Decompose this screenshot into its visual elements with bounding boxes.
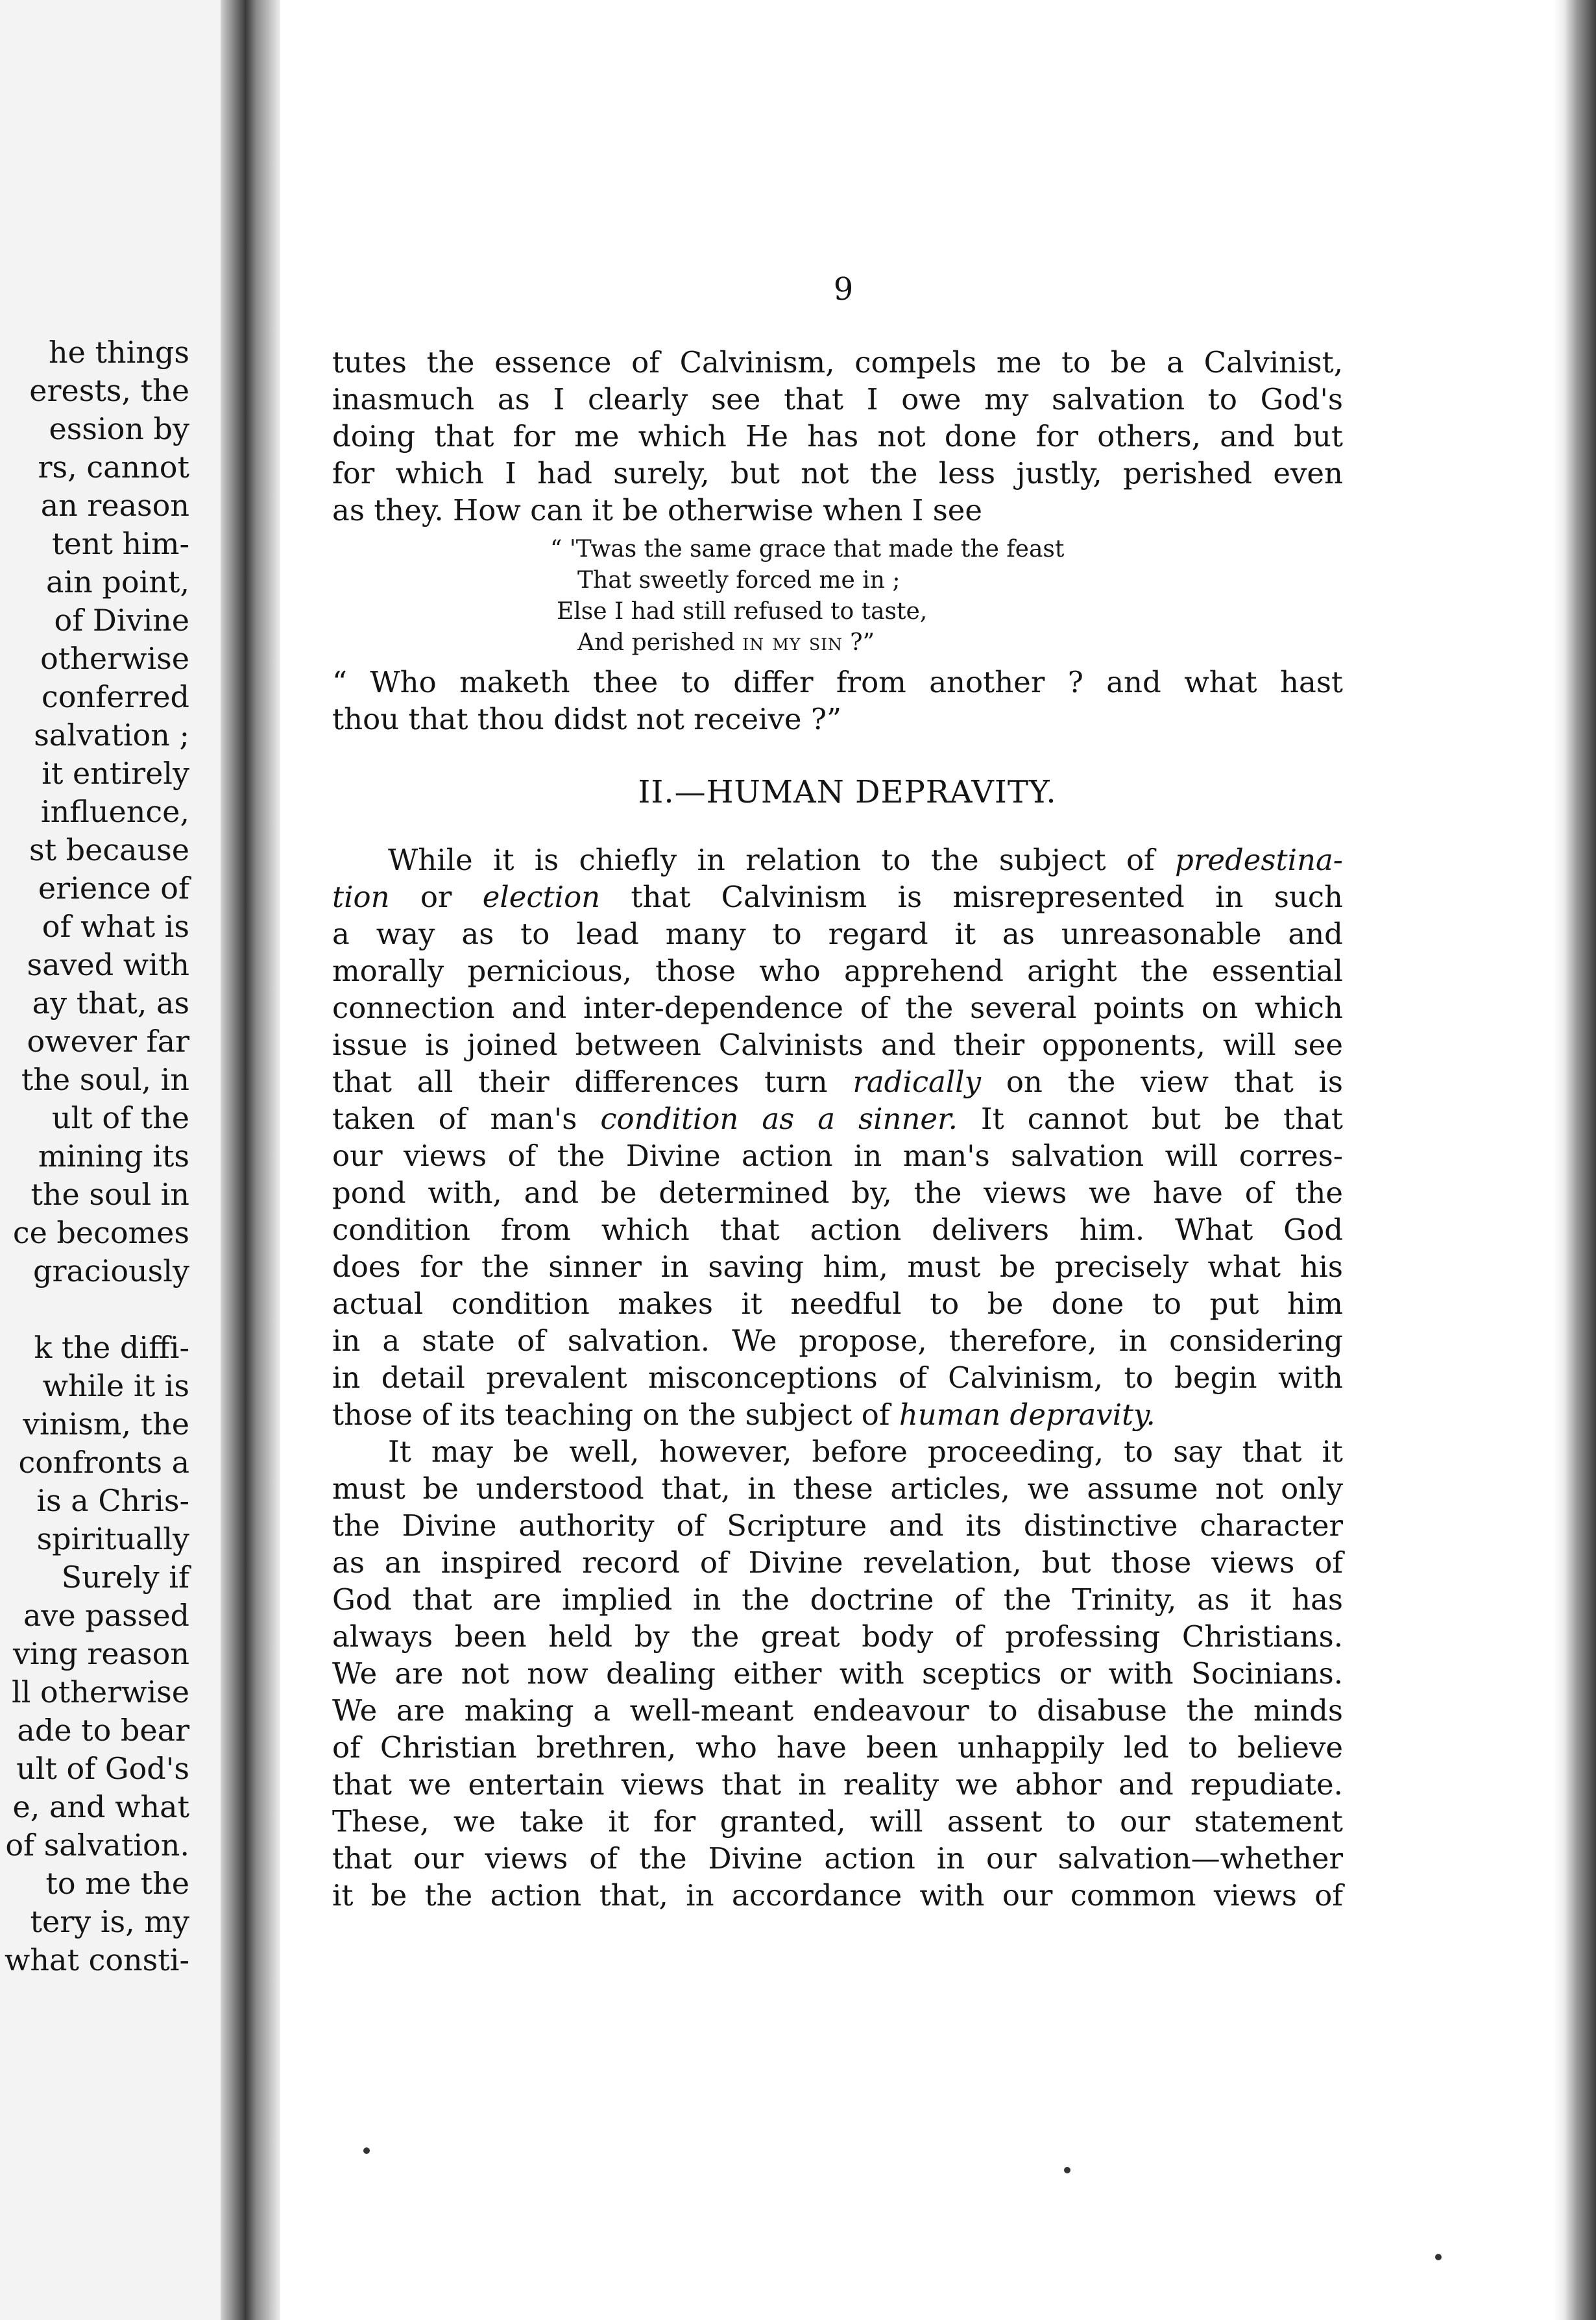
page-edge-shadow: [1554, 0, 1596, 2320]
left-line: ain point,: [46, 564, 189, 599]
left-line: erience of: [38, 871, 189, 906]
verse-text: Else I had still refused to taste,: [557, 598, 928, 625]
text-line: does for the sinner in saving him, must be precisely what his: [332, 1250, 1343, 1284]
left-line: ult of the: [51, 1100, 189, 1135]
left-line: Surely if: [61, 1560, 189, 1595]
italic-text: radically: [852, 1065, 982, 1099]
book-gutter: [221, 0, 280, 2320]
text: those of its teaching on the subject of: [332, 1397, 899, 1432]
left-line: saved with: [27, 947, 189, 982]
left-line: of what is: [42, 909, 189, 944]
text-line: always been held by the great body of professing Christians.: [332, 1619, 1343, 1654]
left-line: ce becomes: [12, 1215, 189, 1250]
text-line: It may be well, however, before proceeding, to say that it: [388, 1434, 1343, 1469]
left-line: what consti-: [5, 1942, 189, 1977]
left-page-text: [0, 333, 189, 1979]
left-line: st because: [29, 832, 189, 867]
italic-text: human depravity.: [899, 1397, 1155, 1432]
text-line: thou that thou didst not receive ?”: [332, 702, 841, 736]
left-line: ave passed: [23, 1598, 189, 1633]
left-line: the soul, in: [21, 1062, 189, 1097]
left-line: graciously: [33, 1253, 189, 1288]
left-line: to me the: [45, 1866, 189, 1901]
left-line: e, and what: [12, 1789, 189, 1824]
left-line: [0, 1290, 189, 1329]
text-line: issue is joined between Calvinists and their opponents, will see: [332, 1028, 1343, 1062]
text-line: God that are implied in the doctrine of the Trinity, as it has: [332, 1582, 1343, 1617]
text-line: our views of the Divine action in man's salvation will corres-: [332, 1139, 1343, 1173]
text-line: in detail prevalent misconceptions of Calvinism, to begin with: [332, 1360, 1343, 1395]
text-line: pond with, and be determined by, the views we have of the: [332, 1176, 1343, 1210]
left-line: ving reason: [13, 1636, 189, 1671]
left-line: it entirely: [42, 756, 189, 791]
left-line: ession by: [49, 411, 189, 446]
text-line: These, we take it for granted, will assent to our statement: [332, 1804, 1343, 1839]
left-line: tent him-: [52, 526, 189, 561]
text-line: morally pernicious, those who apprehend aright the essential: [332, 954, 1343, 988]
text: that all their differences turn: [332, 1065, 853, 1099]
scan-speck: [1435, 2254, 1442, 2260]
text-line: a way as to lead many to regard it as unreasonable and: [332, 917, 1343, 951]
left-line: conferred: [42, 679, 189, 714]
text-line: We are making a well-meant endeavour to disabuse the minds: [332, 1693, 1343, 1728]
text-line: must be understood that, in these articles, we assume not only: [332, 1471, 1343, 1506]
text-line: condition from which that action delivers him. What God: [332, 1213, 1343, 1247]
hymn-verse: [332, 534, 1343, 659]
text: on the view that is: [981, 1065, 1343, 1099]
italic-text: condition as a sinner.: [600, 1102, 958, 1136]
left-line: mining its: [38, 1139, 189, 1174]
text-line: [332, 1396, 1343, 1433]
left-line: owever far: [27, 1024, 189, 1059]
left-line: otherwise: [40, 641, 189, 676]
text-line: doing that for me which He has not done for others, and but: [332, 419, 1343, 453]
verse-text: And perished: [577, 629, 743, 656]
text-line: actual condition makes it needful to be done to put him: [332, 1287, 1343, 1321]
left-line: erests, the: [29, 373, 189, 408]
text: or: [389, 880, 483, 914]
verse-line: “ 'Twas the same grace that made the feast: [550, 536, 1065, 562]
left-line: the soul in: [30, 1177, 189, 1212]
verse-text: ?”: [842, 629, 875, 656]
text: While it is chiefly in relation to the subject of: [388, 843, 1176, 877]
left-line: he things: [49, 335, 189, 370]
left-line: rs, cannot: [38, 450, 189, 485]
left-line: vinism, the: [23, 1407, 189, 1442]
text-line: as an inspired record of Divine revelation, but those views of: [332, 1545, 1343, 1580]
text-line: of Christian brethren, who have been unhappily led to believe: [332, 1730, 1343, 1765]
verse-line: That sweetly forced me in ;: [577, 567, 901, 594]
text-line: the Divine authority of Scripture and its distinctive character: [332, 1508, 1343, 1543]
scan-speck: [363, 2147, 370, 2154]
paragraph-depravity: [332, 841, 1343, 1433]
text-line: connection and inter-dependence of the several points on which: [332, 991, 1343, 1025]
left-line: ll otherwise: [12, 1674, 189, 1710]
italic-text: election: [482, 880, 601, 914]
text-line: as they. How can it be otherwise when I see: [332, 493, 983, 527]
left-page-fragment: [0, 0, 221, 2320]
italic-text: predestina-: [1175, 843, 1343, 877]
left-line: an reason: [40, 488, 189, 523]
left-line: of Divine: [54, 603, 189, 638]
scan-speck: [1064, 2167, 1070, 2173]
italic-text: tion: [332, 880, 390, 914]
text-line: it be the action that, in accordance with our common views of: [332, 1878, 1343, 1913]
main-text-body: [332, 344, 1343, 1914]
page-number: 9: [833, 271, 854, 308]
left-line: ay that, as: [32, 985, 189, 1021]
text-line: [332, 878, 1343, 915]
text: taken of man's: [332, 1102, 601, 1136]
verse-line: [550, 627, 1343, 659]
intro-paragraph: [332, 344, 1343, 529]
text-line: inasmuch as I clearly see that I owe my salvation to God's: [332, 382, 1343, 417]
text-line: that we entertain views that in reality we abhor and repudiate.: [332, 1767, 1343, 1802]
left-line: salvation ;: [34, 718, 189, 753]
text-line: in a state of salvation. We propose, therefore, in considering: [332, 1323, 1343, 1358]
left-line: ult of God's: [16, 1751, 189, 1786]
left-line: ade to bear: [17, 1713, 189, 1748]
text-line: that our views of the Divine action in our salvation—whether: [332, 1841, 1343, 1876]
text-line: We are not now dealing either with sceptics or with Socinians.: [332, 1656, 1343, 1691]
left-line: influence,: [40, 794, 189, 829]
left-line: tery is, my: [30, 1904, 189, 1939]
left-line: k the diffi-: [34, 1330, 189, 1365]
text-line: [332, 841, 1343, 878]
left-line: spiritually: [36, 1521, 189, 1556]
text: that Calvinism is misrepresented in such: [600, 880, 1343, 914]
text-line: for which I had surely, but not the less justly, perished even: [332, 456, 1343, 490]
paragraph-assumptions: [332, 1433, 1343, 1914]
section-heading: II.—HUMAN DEPRAVITY.: [638, 774, 1057, 810]
scripture-quote: [332, 664, 1343, 738]
left-line: while it is: [42, 1368, 189, 1403]
text-line: [332, 1063, 1343, 1100]
left-line: is a Chris-: [36, 1483, 189, 1518]
left-line: confronts a: [18, 1445, 189, 1480]
text: It cannot but be that: [957, 1102, 1344, 1136]
verse-smallcaps: in my sin: [742, 629, 843, 656]
left-line: of salvation.: [5, 1828, 189, 1863]
text-line: [332, 1100, 1343, 1137]
text-line: tutes the essence of Calvinism, compels me to be a Calvinist,: [332, 345, 1343, 380]
verse-line: [550, 596, 1343, 627]
text-line: “ Who maketh thee to differ from another ? and what hast: [332, 665, 1343, 699]
